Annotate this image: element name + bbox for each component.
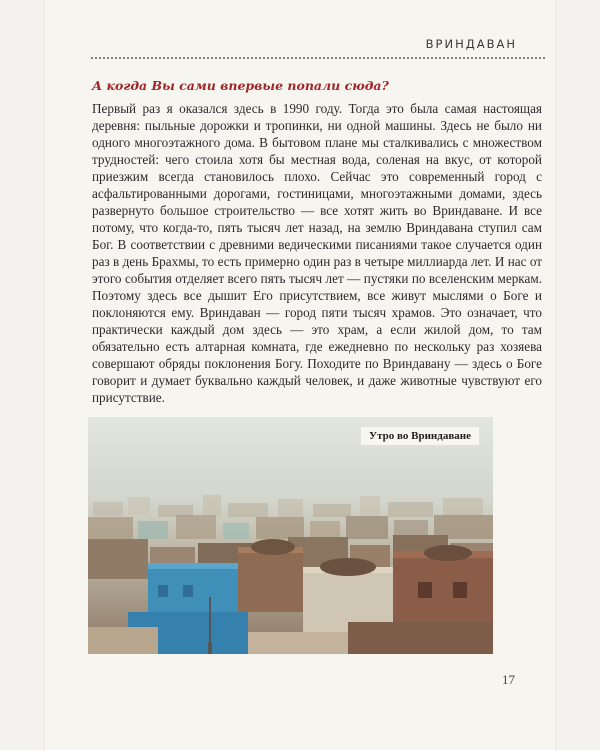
page-number: 17: [502, 672, 515, 687]
photo-caption: Утро во Вриндаване: [361, 427, 479, 445]
dotted-rule: [90, 56, 545, 60]
running-title: ВРИНДАВАН: [425, 37, 517, 51]
interview-question: А когда Вы сами впервые попали сюда?: [92, 78, 389, 93]
city-photo: [88, 417, 493, 654]
cityscape-illustration: [88, 417, 493, 654]
answer-paragraph: Первый раз я оказался здесь в 1990 году. Тогда это была самая настоящая деревня: пыльные дорожки и тропинки, ни одной машины. Здесь не было ни одного многоэтажного дома. В бытовом плане мы сталкивались с множеством трудностей: чего стоила хотя бы местная вода, соленая на вкус, от которой приезжим всегда становилось плохо. Сейчас это современный город с асфальтированными дорогами, гостиницами, многоэтажными домами, здесь развернуто большое строительство — все хотят жить во Вриндаване. И все потому, что когда-то, пять тысяч лет назад, на землю Вриндавана ступил сам Бог. В соответствии с древними ведическими писаниями такое случается один раз в день Брахмы, то есть примерно один раз в четыре миллиарда лет. И нас от этого события отделяет всего пять тысяч лет — пустяки по вселенским меркам. Поэтому здесь все дышит Его присутствием, все живут мыслями о Боге и поклоняются ему. Вриндаван — город пяти тысяч храмов. Это означает, что практически каждый дом здесь — это храм, а если жилой дом, то там обязательно есть алтарная комната, где ежедневно по нескольку раз хозяева совершают обряды поклонения Богу. Походите по Вриндавану — здесь о Боге говорит и думает буквально каждый человек, и даже животные чувствуют его присутствие.: [92, 101, 542, 405]
